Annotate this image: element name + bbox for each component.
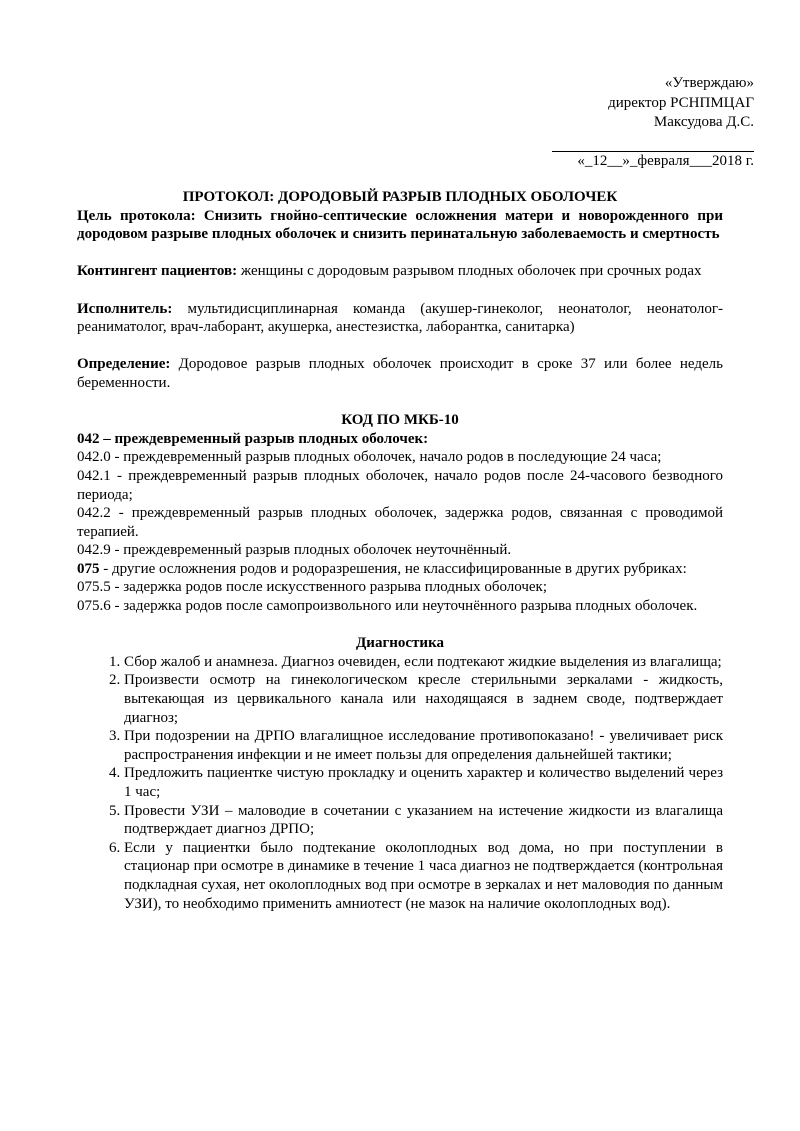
icd-code-042-0: 042.0 - преждевременный разрыв плодных оболочек, начало родов в последующие 24 часа; bbox=[77, 449, 662, 466]
definition-text: Дородовое разрыв плодных оболочек происходит в сроке 37 или более недель беременности. bbox=[77, 356, 723, 391]
document-body bbox=[77, 188, 723, 913]
approval-position: директор РСНПМЦАГ bbox=[608, 94, 754, 111]
executor-paragraph bbox=[77, 300, 723, 337]
approval-heading: «Утверждаю» bbox=[664, 75, 754, 91]
icd-code-042-2: 042.2 - преждевременный разрыв плодных оболочек, задержка родов, связанная с проводимой терапией. bbox=[77, 505, 723, 540]
approval-block bbox=[552, 74, 754, 172]
definition-label: Определение: bbox=[77, 356, 171, 373]
icd-code-042-1: 042.1 - преждевременный разрыв плодных оболочек, начало родов после 24-часового безводного периода; bbox=[77, 467, 723, 503]
icd-code-075-5: 075.5 - задержка родов после искусственного разрыва плодных оболочек; bbox=[77, 579, 548, 596]
diagnostics-item: 3. При подозрении на ДРПО влагалищное исследование противопоказано! - увеличивает риск распространения инфекции и не имеет пользы для определения дальнейшей тактики; bbox=[124, 727, 723, 764]
diagnostics-item: 4. Предложить пациентке чистую прокладку и оценить характер и количество выделений через 1 час; bbox=[124, 764, 723, 801]
definition-paragraph bbox=[77, 355, 723, 392]
signature-line bbox=[552, 133, 754, 153]
executor-text: мультидисциплинарная команда (акушер-гинеколог, неонатолог, неонатолог-реаниматолог, врач-лаборант, акушерка, анестезистка, лаборантка, санитарка) bbox=[77, 300, 723, 336]
icd-group-075-code: 075 bbox=[77, 560, 100, 577]
icd-code-075-6: 075.6 - задержка родов после самопроизвольного или неуточнённого разрыва плодных оболочек. bbox=[77, 598, 698, 615]
diagnostics-list bbox=[77, 653, 723, 913]
contingent-text: женщины с дородовым разрывом плодных оболочек при срочных родах bbox=[237, 263, 702, 280]
icd-code-042-9: 042.9 - преждевременный разрыв плодных оболочек неуточнённый. bbox=[77, 542, 512, 559]
protocol-goal: Цель протокола: Снизить гнойно-септические осложнения матери и новорожденного при дородовом разрыве плодных оболочек и снизить перинатальную заболеваемость и смертность bbox=[77, 207, 723, 243]
diagnostics-item: 2. Произвести осмотр на гинекологическом кресле стерильными зеркалами - жидкость, вытекающая из цервикального канала или находящаяся в заднем своде, подтверждает диагноз; bbox=[124, 671, 723, 727]
approval-date: «_12__»_февраля___2018 г. bbox=[577, 153, 754, 169]
icd-heading: КОД ПО МКБ-10 bbox=[341, 412, 459, 429]
diagnostics-item: 6. Если у пациентки было подтекание околоплодных вод дома, но при поступлении в стационар при осмотре в динамике в течение 1 часа диагноз не подтверждается (контрольная подкладная сухая, нет околоплодных вод при осмотре в зеркалах и нет маловодия по данным УЗИ), то необходимо применить амниотест (не мазок на наличие околоплодных вод). bbox=[124, 839, 723, 913]
contingent-label: Контингент пациентов: bbox=[77, 263, 238, 280]
diagnostics-item: 1. Сбор жалоб и анамнеза. Диагноз очевиден, если подтекают жидкие выделения из влагалища; bbox=[124, 653, 723, 672]
executor-label: Исполнитель: bbox=[77, 300, 173, 317]
contingent-paragraph bbox=[77, 262, 723, 281]
icd-group-075-text: - другие осложнения родов и родоразрешения, не классифицированные в других рубриках: bbox=[99, 560, 687, 577]
diagnostics-heading: Диагностика bbox=[355, 635, 444, 652]
protocol-title: ПРОТОКОЛ: ДОРОДОВЫЙ РАЗРЫВ ПЛОДНЫХ ОБОЛОЧЕК bbox=[182, 189, 618, 205]
approval-name: Максудова Д.С. bbox=[653, 114, 754, 130]
icd-group-042: 042 – преждевременный разрыв плодных оболочек: bbox=[77, 430, 429, 447]
diagnostics-item: 5. Провести УЗИ – маловодие в сочетании с указанием на истечение жидкости из влагалища подтверждает диагноз ДРПО; bbox=[124, 802, 723, 839]
icd-group-075 bbox=[77, 560, 723, 579]
